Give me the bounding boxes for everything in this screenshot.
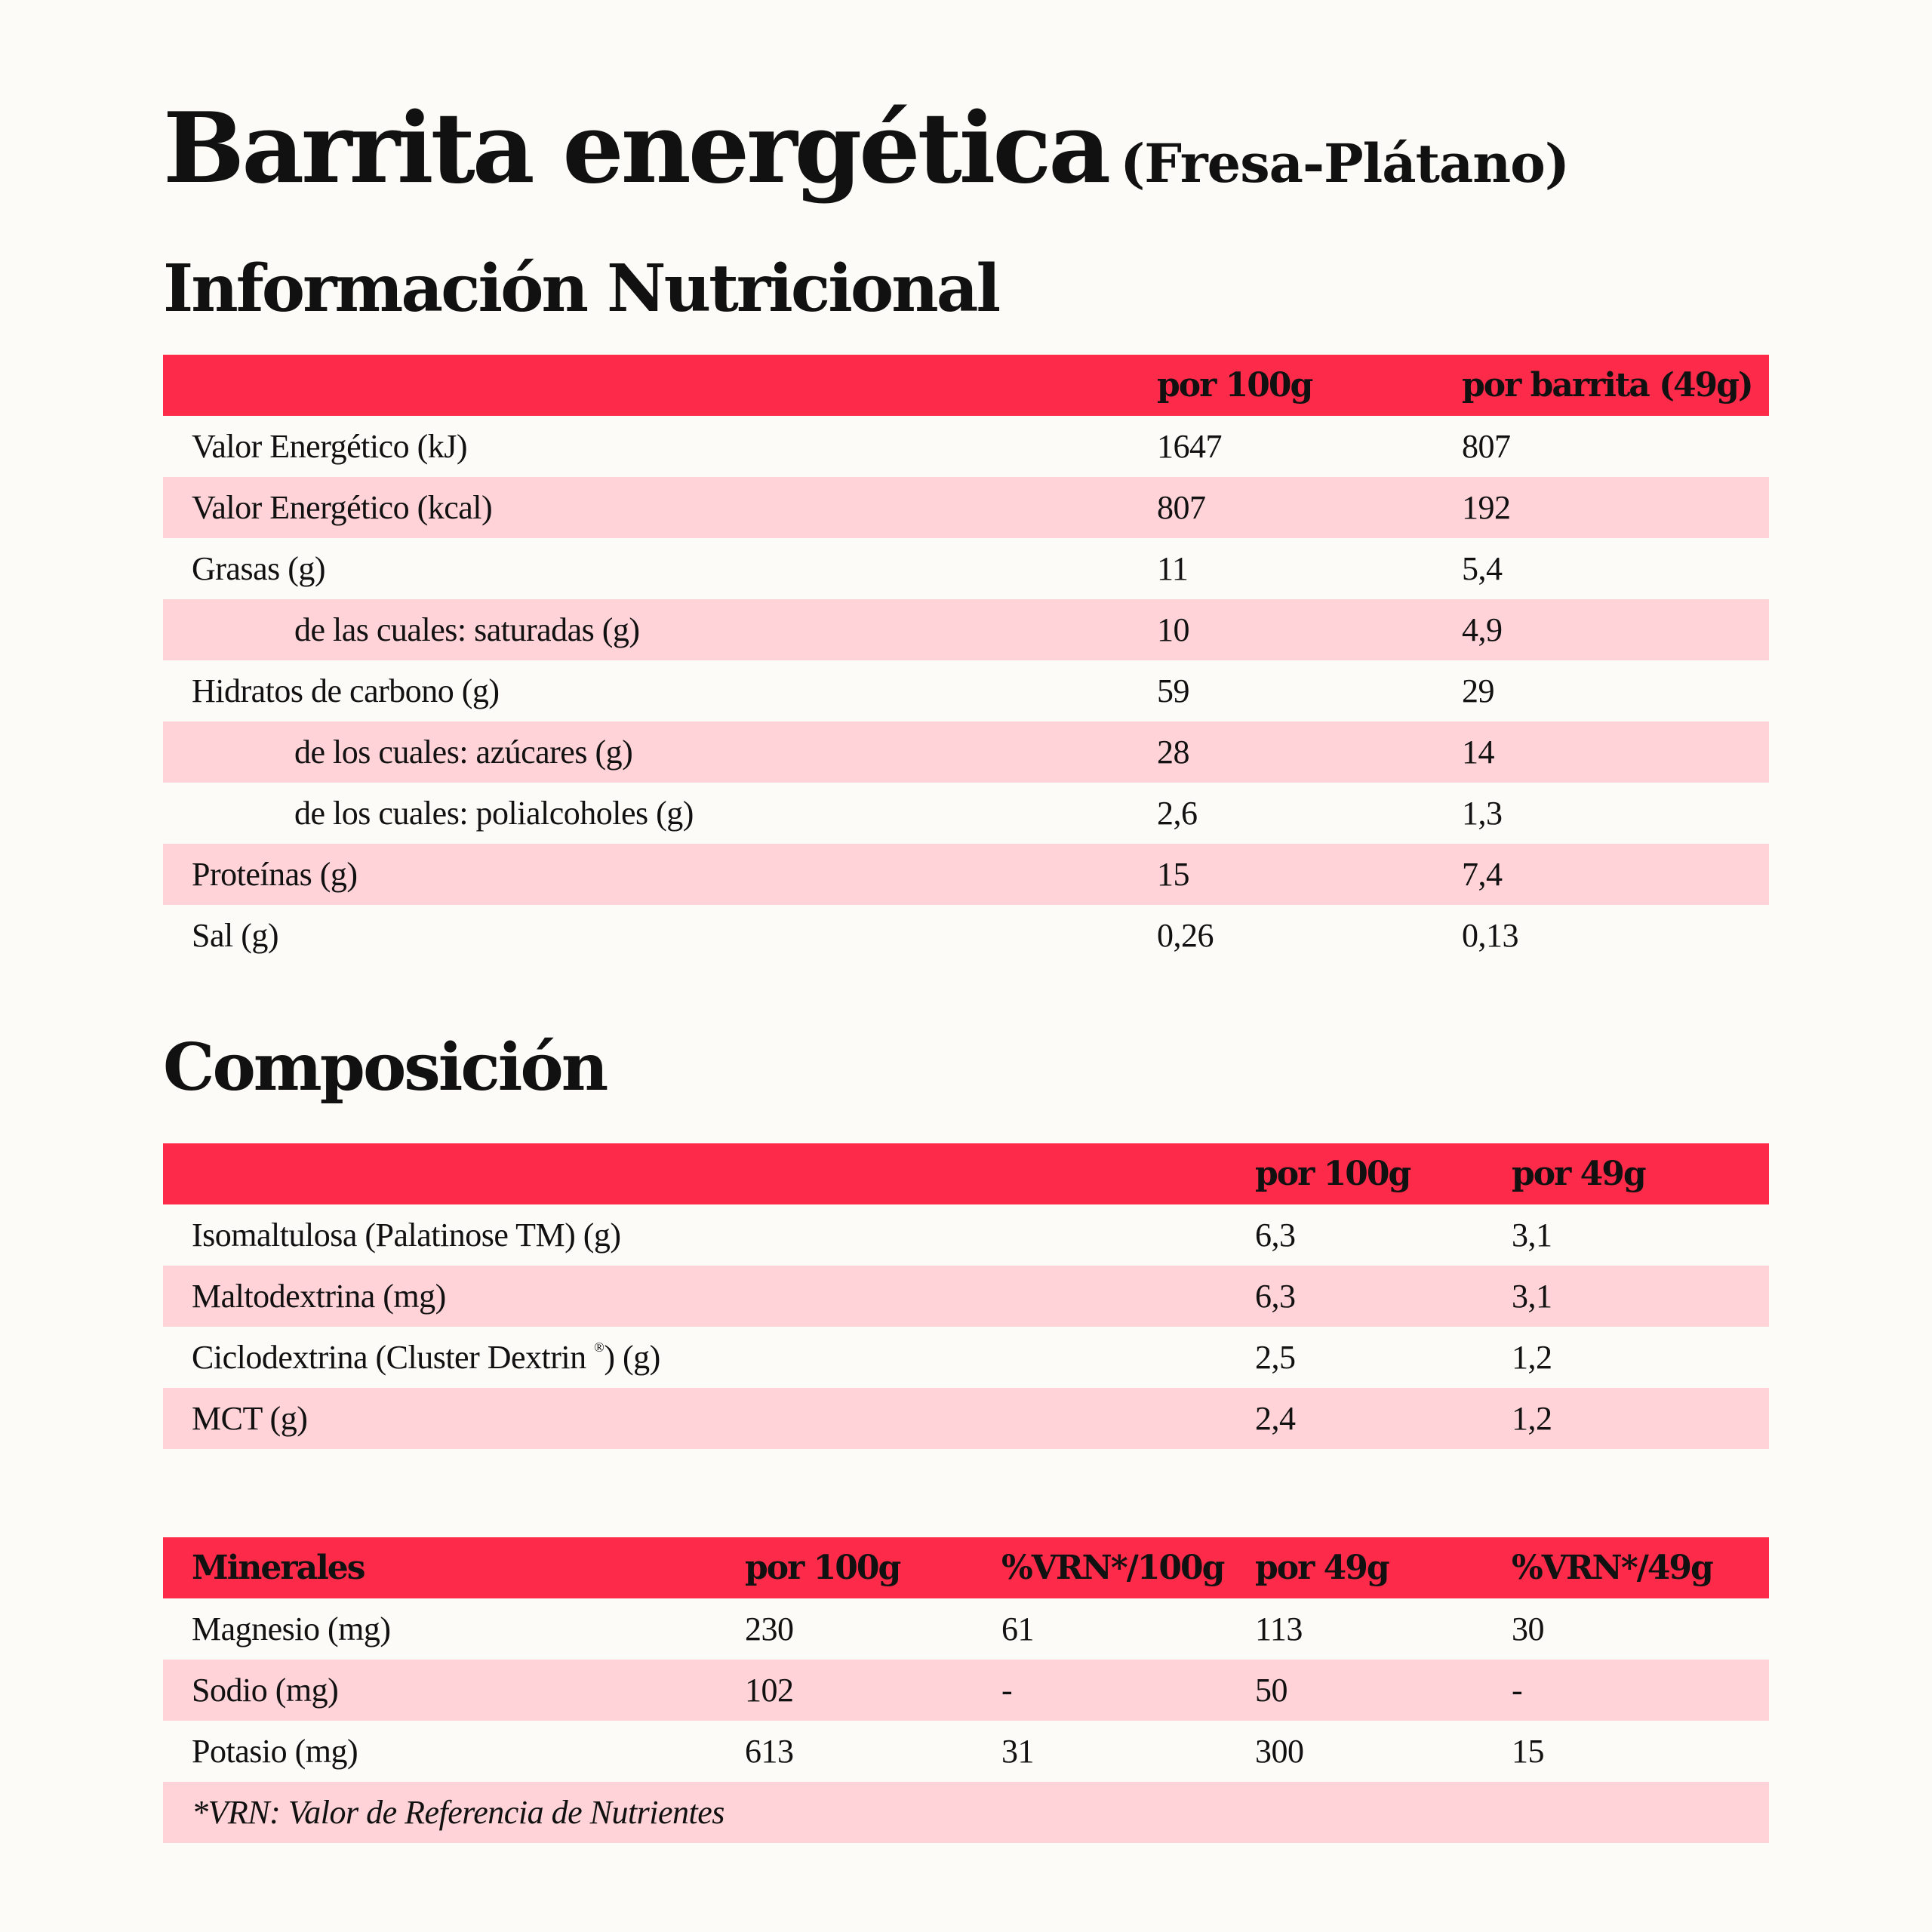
nutrition-table <box>163 355 1769 966</box>
table-row <box>163 1721 1769 1782</box>
nutrient-label: Grasas (g) <box>192 550 326 587</box>
value-per-100g: 807 <box>1157 489 1206 526</box>
value-per-bar: 14 <box>1462 734 1494 771</box>
value-per-100g: 613 <box>745 1733 794 1770</box>
value-per-49g: 3,1 <box>1512 1278 1552 1315</box>
value-per-49g: 1,2 <box>1512 1400 1552 1437</box>
ingredient-label <box>192 1327 660 1388</box>
column-header-vrn-49g: %VRN*/49g <box>1512 1549 1712 1587</box>
table-row <box>163 477 1769 538</box>
value-per-100g: 10 <box>1157 611 1189 648</box>
nutrient-label: Valor Energético (kcal) <box>192 489 493 526</box>
nutrient-label: Hidratos de carbono (g) <box>192 672 500 709</box>
value-per-49g: 300 <box>1255 1733 1304 1770</box>
composition-heading: Composición <box>163 1029 607 1106</box>
value-per-100g: 2,5 <box>1255 1339 1296 1376</box>
value-per-100g: 0,26 <box>1157 917 1214 954</box>
table-row <box>163 660 1769 721</box>
value-per-bar: 1,3 <box>1462 795 1503 832</box>
value-per-100g: 6,3 <box>1255 1278 1296 1315</box>
value-per-100g: 230 <box>745 1611 794 1647</box>
value-per-bar: 5,4 <box>1462 550 1503 587</box>
table-row <box>163 599 1769 660</box>
ingredient-label-unit: ) (g) <box>604 1339 660 1376</box>
column-header-per-bar: por barrita (49g) <box>1462 366 1752 405</box>
value-per-49g: 50 <box>1255 1672 1287 1709</box>
table-row <box>163 905 1769 966</box>
mineral-label: Potasio (mg) <box>192 1733 358 1770</box>
table-row <box>163 1388 1769 1449</box>
product-flavor: (Fresa-Plátano) <box>1120 132 1569 195</box>
minerals-table <box>163 1537 1769 1843</box>
ingredient-label-text: Ciclodextrina (Cluster Dextrin <box>192 1339 595 1376</box>
nutrient-label: Valor Energético (kJ) <box>192 428 468 465</box>
nutrient-label: Sal (g) <box>192 917 279 954</box>
value-per-100g: 15 <box>1157 856 1189 893</box>
ingredient-label: Isomaltulosa (Palatinose TM) (g) <box>192 1217 621 1254</box>
mineral-label: Magnesio (mg) <box>192 1611 391 1647</box>
value-per-100g: 6,3 <box>1255 1217 1296 1254</box>
mineral-label: Sodio (mg) <box>192 1672 339 1709</box>
column-header-per-49g: por 49g <box>1512 1155 1645 1193</box>
table-row <box>163 1660 1769 1721</box>
nutrient-sublabel: de los cuales: polialcoholes (g) <box>294 795 694 832</box>
value-vrn-49g: 30 <box>1512 1611 1544 1647</box>
value-per-49g: 3,1 <box>1512 1217 1552 1254</box>
value-per-100g: 2,4 <box>1255 1400 1296 1437</box>
nutrition-heading: Información Nutricional <box>163 251 999 327</box>
column-header-minerals: Minerales <box>192 1549 365 1587</box>
value-per-49g: 1,2 <box>1512 1339 1552 1376</box>
table-row <box>163 783 1769 844</box>
value-per-bar: 192 <box>1462 489 1511 526</box>
nutrient-sublabel: de las cuales: saturadas (g) <box>294 611 640 648</box>
column-header-per-49g: por 49g <box>1255 1549 1389 1587</box>
registered-mark: ® <box>594 1340 605 1355</box>
product-name: Barrita energética <box>163 92 1109 205</box>
value-per-100g: 59 <box>1157 672 1189 709</box>
nutrient-sublabel: de los cuales: azúcares (g) <box>294 734 633 771</box>
value-per-100g: 102 <box>745 1672 794 1709</box>
value-vrn-100g: 61 <box>1001 1611 1034 1647</box>
table-row <box>163 1598 1769 1660</box>
column-header-vrn-100g: %VRN*/100g <box>1001 1549 1224 1587</box>
value-per-bar: 29 <box>1462 672 1494 709</box>
table-row <box>163 1327 1769 1388</box>
value-per-bar: 807 <box>1462 428 1511 465</box>
table-header-row <box>163 1143 1769 1204</box>
ingredient-label: MCT (g) <box>192 1400 308 1437</box>
table-row <box>163 538 1769 599</box>
value-per-bar: 7,4 <box>1462 856 1503 893</box>
page-title <box>163 92 1569 205</box>
value-vrn-49g: - <box>1512 1672 1523 1709</box>
value-per-100g: 11 <box>1157 550 1189 587</box>
value-per-49g: 113 <box>1255 1611 1303 1647</box>
footnote: *VRN: Valor de Referencia de Nutrientes <box>192 1794 724 1831</box>
table-header-row <box>163 1537 1769 1598</box>
footnote-row <box>163 1782 1769 1843</box>
table-row <box>163 1266 1769 1327</box>
table-row <box>163 416 1769 477</box>
value-per-100g: 1647 <box>1157 428 1222 465</box>
value-per-bar: 0,13 <box>1462 917 1518 954</box>
value-per-100g: 2,6 <box>1157 795 1198 832</box>
value-per-100g: 28 <box>1157 734 1189 771</box>
nutrient-label: Proteínas (g) <box>192 856 358 893</box>
value-per-bar: 4,9 <box>1462 611 1503 648</box>
table-row <box>163 844 1769 905</box>
value-vrn-49g: 15 <box>1512 1733 1544 1770</box>
column-header-per-100g: por 100g <box>1157 366 1312 405</box>
table-header-row <box>163 355 1769 416</box>
ingredient-label: Maltodextrina (mg) <box>192 1278 446 1315</box>
value-vrn-100g: - <box>1001 1672 1013 1709</box>
table-row <box>163 1204 1769 1266</box>
composition-table <box>163 1143 1769 1449</box>
column-header-per-100g: por 100g <box>745 1549 900 1587</box>
value-vrn-100g: 31 <box>1001 1733 1034 1770</box>
column-header-per-100g: por 100g <box>1255 1155 1411 1193</box>
table-row <box>163 721 1769 783</box>
